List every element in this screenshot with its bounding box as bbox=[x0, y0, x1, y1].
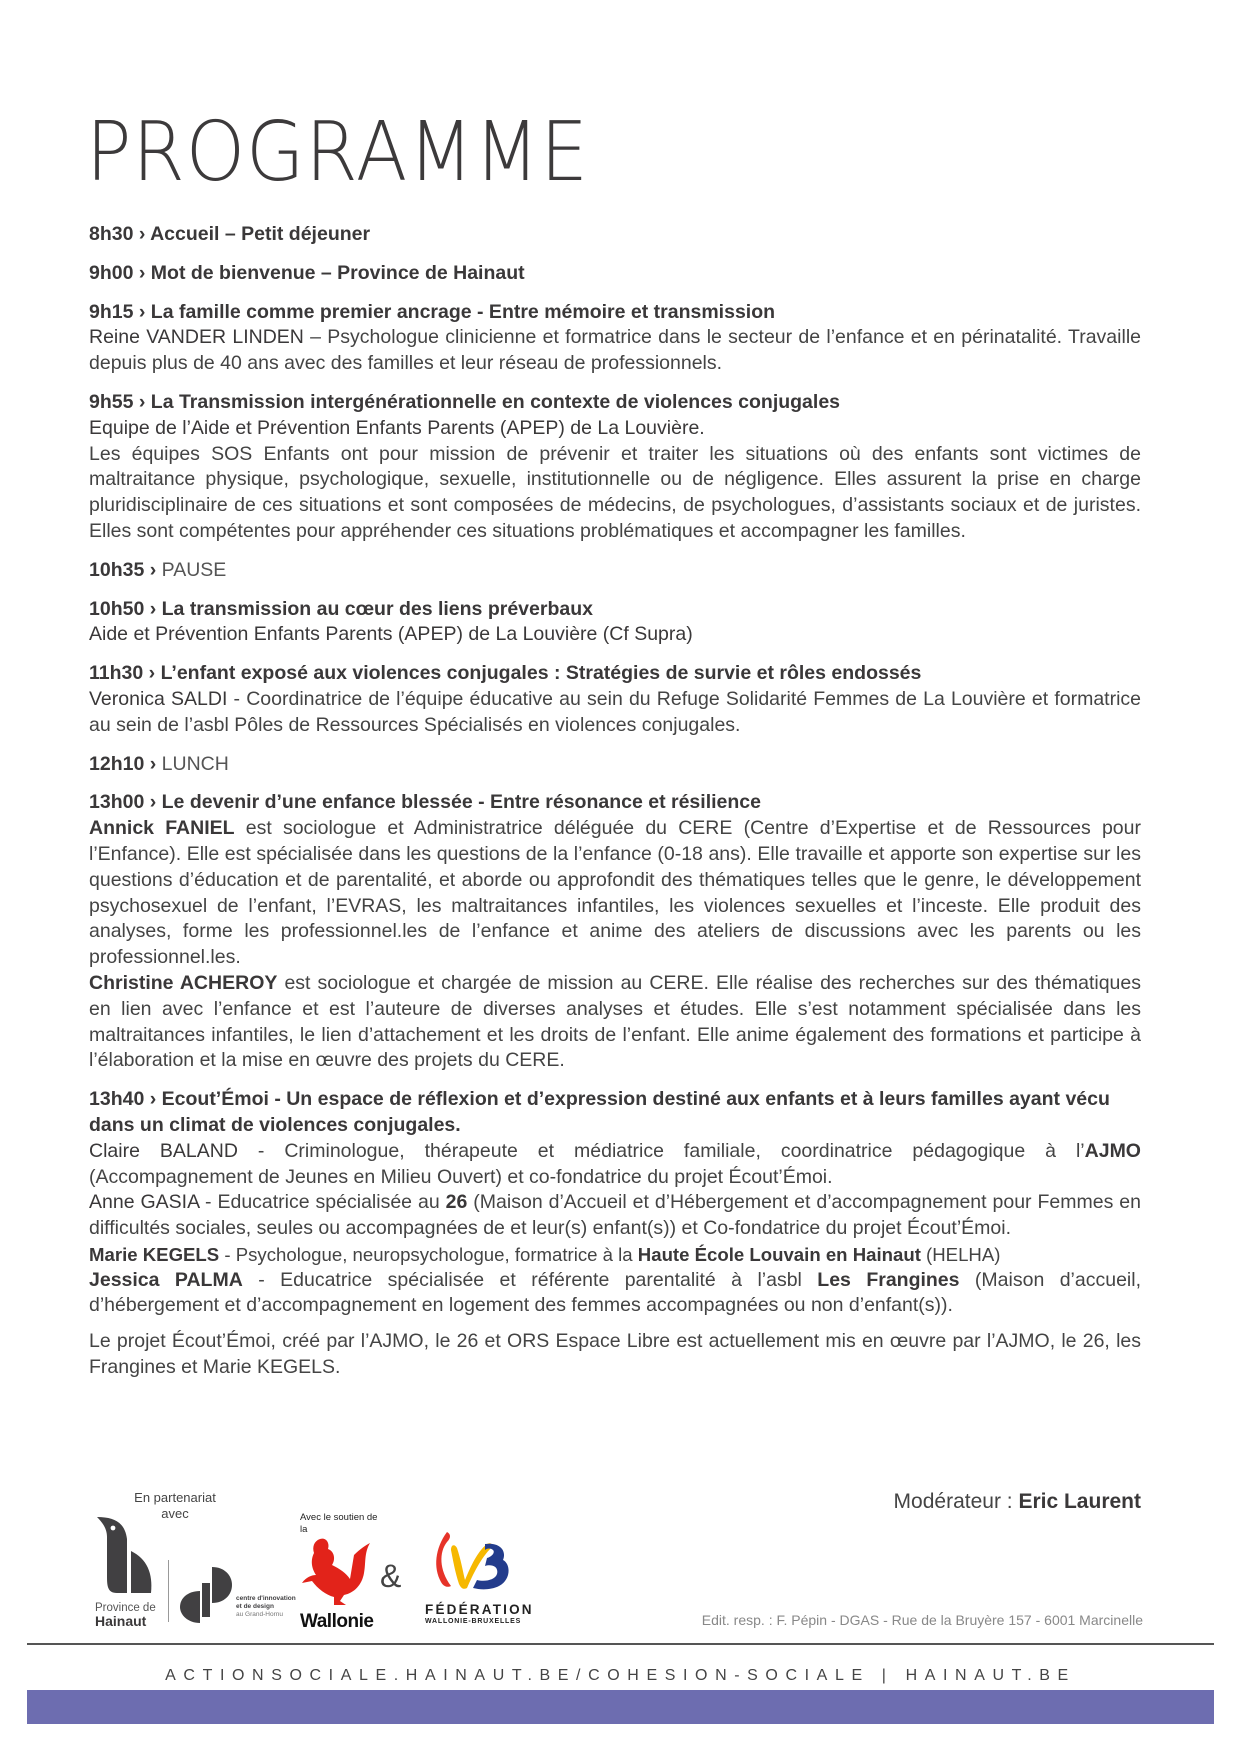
ampersand: & bbox=[380, 1558, 402, 1594]
org-name: Les Frangines bbox=[817, 1268, 960, 1291]
speaker-bio: - Criminologue, thérapeute et médiatrice familiale, coordinatrice pédagogique à l’ bbox=[237, 1139, 1085, 1162]
logo-divider bbox=[168, 1560, 169, 1622]
separator: › bbox=[148, 662, 156, 685]
item-time: 9h55 bbox=[89, 390, 134, 413]
separator: › bbox=[149, 1088, 157, 1111]
item-title: La famille comme premier ancrage - Entre mémoire et transmission bbox=[150, 300, 776, 323]
programme-item bbox=[89, 261, 1141, 287]
separator: › bbox=[149, 791, 157, 814]
wallonie-wordmark: Wallonie bbox=[300, 1611, 374, 1632]
speaker-bio: (Maison d’accueil, d’hébergement et d’accompagnement en logement des femmes accompagnées ou non d’enfant(s)). bbox=[89, 1268, 1141, 1317]
item-title: Le devenir d’une enfance blessée - Entre résonance et résilience bbox=[161, 791, 761, 814]
province-hainaut-logo bbox=[95, 1515, 175, 1629]
speaker-bio: (HELHA) bbox=[920, 1243, 1001, 1265]
programme-item bbox=[89, 558, 1141, 584]
fwb-line2: WALLONIE-BRUXELLES bbox=[425, 1618, 522, 1625]
programme-item bbox=[89, 752, 1141, 778]
speaker-bio: - Psychologue, neuropsychologue, formatrice à la bbox=[219, 1243, 638, 1265]
programme-item bbox=[89, 390, 1141, 545]
item-title: Ecout’Émoi - Un espace de réflexion et d’expression destiné aux enfants et à leurs familles ayant vécu dans un climat de violences conjugales. bbox=[89, 1088, 1110, 1136]
item-title: L’enfant exposé aux violences conjugales : Stratégies de survie et rôles endossés bbox=[160, 662, 922, 685]
cid-line3: au Grand-Hornu bbox=[236, 1611, 283, 1618]
programme-item bbox=[89, 790, 1141, 1074]
project-note: Le projet Écout’Émoi, créé par l’AJMO, le 26 et ORS Espace Libre est actuellement mis en œuvre par l’AJMO, le 26, les Frangines et Marie KEGELS. bbox=[89, 1330, 1141, 1379]
support-label: Avec le soutien de la bbox=[300, 1512, 378, 1535]
fwb-line1: FÉDÉRATION bbox=[425, 1602, 534, 1617]
separator: › bbox=[149, 752, 157, 775]
page-title: PROGRAMME bbox=[86, 105, 589, 200]
org-name: AJMO bbox=[1084, 1139, 1141, 1162]
item-time: 9h15 bbox=[89, 300, 134, 323]
speaker-bio: (Maison d’Accueil et d’Hébergement et d’accompagnement pour Femmes en difficultés sociales, seules ou accompagnées de et leur(s) enfant(s)) et Co-fondatrice du projet Écout’Émoi. bbox=[89, 1191, 1141, 1240]
item-time: 9h00 bbox=[89, 261, 134, 284]
fwb-symbol-icon bbox=[433, 1530, 513, 1594]
item-title: La transmission au cœur des liens préverbaux bbox=[161, 597, 593, 620]
moderator-name: Eric Laurent bbox=[1018, 1490, 1141, 1513]
programme-item bbox=[89, 222, 1141, 248]
programme-item bbox=[89, 597, 1141, 649]
item-title: LUNCH bbox=[161, 752, 229, 775]
cid-line1: centre d'innovation bbox=[236, 1595, 296, 1602]
item-subtitle: Aide et Prévention Enfants Parents (APEP) de La Louvière (Cf Supra) bbox=[89, 623, 693, 646]
speaker-name: Reine VANDER LINDEN bbox=[89, 326, 304, 349]
editor-info: Edit. resp. : F. Pépin - DGAS - Rue de la Bruyère 157 - 6001 Marcinelle bbox=[701, 1612, 1143, 1628]
separator: › bbox=[149, 597, 157, 620]
programme-list bbox=[89, 222, 1141, 1394]
separator: › bbox=[138, 261, 146, 284]
item-title: Accueil – Petit déjeuner bbox=[150, 223, 371, 245]
speaker-name: Jessica PALMA bbox=[89, 1268, 243, 1291]
fwb-logo bbox=[425, 1530, 534, 1630]
website-url[interactable]: ACTIONSOCIALE.HAINAUT.BE/COHESION-SOCIALE | HAINAUT.BE bbox=[165, 1667, 1076, 1684]
item-subtitle: Equipe de l’Aide et Prévention Enfants Parents (APEP) de La Louvière. bbox=[89, 416, 705, 439]
item-time: 10h35 bbox=[89, 558, 145, 581]
province-logo-line2: Hainaut bbox=[95, 1613, 147, 1629]
speaker-bio: est sociologue et chargée de mission au CERE. Elle réalise des recherches sur des thématiques en lien avec l’enfance et est l’auteure de diverses analyses et études. Elle s’est notamment spécialisée dans les maltraitances infantiles, le lien d’attachement et les droits de l’enfant. Elle anime également des formations et participe à l’élaboration et la mise en œuvre des projets du CERE. bbox=[89, 971, 1141, 1072]
separator: › bbox=[149, 558, 157, 581]
speaker-name: Annick FANIEL bbox=[89, 817, 235, 840]
speaker-bio: - Coordinatrice de l’équipe éducative au sein du Refuge Solidarité Femmes de La Louvière et formatrice au sein de l’asbl Pôles de Ressources Spécialisés en violences conjugales. bbox=[89, 687, 1141, 736]
moderator-label: Modérateur : bbox=[893, 1490, 1019, 1513]
speaker-bio: – Psychologue clinicienne et formatrice dans le secteur de l’enfance et en périnatalité. Travaille depuis plus de 40 ans avec des familles et leur réseau de professionnels. bbox=[89, 326, 1141, 375]
cid-shape-icon bbox=[178, 1567, 234, 1623]
programme-item bbox=[89, 1087, 1141, 1381]
separator: › bbox=[138, 223, 146, 245]
speaker-bio: - Educatrice spécialisée et référente parentalité à l’asbl bbox=[242, 1268, 818, 1291]
item-time: 13h00 bbox=[89, 791, 145, 814]
separator: › bbox=[138, 300, 146, 323]
item-description: Les équipes SOS Enfants ont pour mission de prévenir et traiter les situations où des enfants sont victimes de maltraitance physique, psychologique, sexuelle, institutionnelle ou de négligence. Elles assurent la prise en charge pluridisciplinaire de ces situations et sont composées de médecins, de psychologues, d’assistants sociaux et de juristes. Elles sont compétentes pour appréhender ces situations problématiques et accompagner les familles. bbox=[89, 442, 1141, 542]
item-time: 11h30 bbox=[89, 662, 144, 685]
speaker-name: Veronica SALDI bbox=[89, 687, 228, 710]
item-title: PAUSE bbox=[161, 558, 227, 581]
item-title: La Transmission intergénérationnelle en contexte de violences conjugales bbox=[150, 390, 841, 413]
rooster-icon bbox=[300, 1535, 372, 1607]
moderator bbox=[894, 1490, 1141, 1514]
footer-color-band bbox=[27, 1690, 1214, 1724]
speaker-name: Anne GASIA bbox=[89, 1191, 200, 1214]
footer-divider bbox=[27, 1643, 1214, 1645]
cid-logo bbox=[178, 1567, 296, 1627]
partner-label: En partenariat avec bbox=[134, 1490, 216, 1521]
item-time: 10h50 bbox=[89, 597, 145, 620]
province-logo-line1: Province de bbox=[95, 1602, 156, 1614]
speaker-bio: - Educatrice spécialisée au bbox=[199, 1191, 446, 1214]
speaker-bio: (Accompagnement de Jeunes en Milieu Ouvert) et co-fondatrice du projet Écout’Émoi. bbox=[89, 1165, 833, 1188]
speaker-name: Claire BALAND bbox=[89, 1139, 238, 1162]
bird-icon bbox=[95, 1515, 175, 1595]
org-name: Haute École Louvain en Hainaut bbox=[637, 1243, 921, 1265]
speaker-bio: est sociologue et Administratrice déléguée du CERE (Centre d’Expertise et de Ressources pour l’Enfance). Elle est spécialisée dans les questions de la l’enfance (0-18 ans). Elle travaille et apporte son expertise sur les questions d’éducation et de parentalité, et aborde ou approfondit des thématiques telles que le genre, le développement psychosexuel de l’enfant, l’EVRAS, les maltraitances infantiles, les violences sexuelles et l’inceste. Elle produit des analyses, forme les professionnel.les de l’enfance et anime des ateliers de discussions avec les parents ou les professionnel.les. bbox=[89, 817, 1141, 969]
item-time: 12h10 bbox=[89, 752, 145, 775]
item-time: 8h30 bbox=[89, 223, 134, 245]
programme-item bbox=[89, 661, 1141, 738]
item-time: 13h40 bbox=[89, 1088, 145, 1111]
separator: › bbox=[138, 390, 146, 413]
speaker-name: Christine ACHEROY bbox=[89, 971, 278, 994]
wallonie-logo bbox=[300, 1535, 375, 1630]
cid-line2: et de design bbox=[236, 1603, 274, 1610]
programme-item bbox=[89, 300, 1141, 377]
item-title: Mot de bienvenue – Province de Hainaut bbox=[150, 261, 525, 284]
org-name: 26 bbox=[445, 1191, 468, 1214]
speaker-name: Marie KEGELS bbox=[89, 1243, 220, 1265]
